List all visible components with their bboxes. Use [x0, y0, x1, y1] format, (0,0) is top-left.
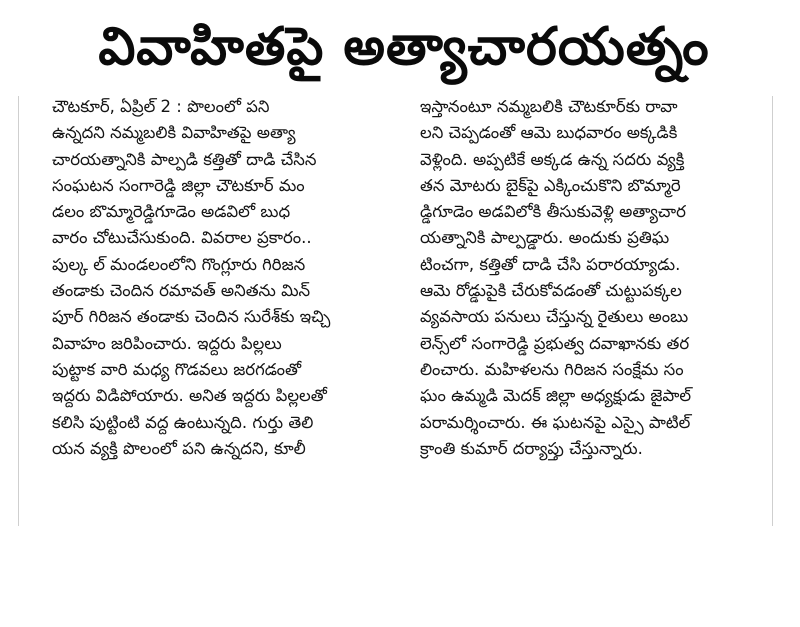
article-line: తన మోటరు బైక్‌పై ఎక్కించుకొని బొమ్మారె [420, 175, 681, 195]
left-column-rule [18, 96, 19, 526]
article-line: లని చెప్పడంతో ఆమె బుధవారం అక్కడికి [420, 123, 678, 143]
article-line: వివాహం జరిపించారు. ఇద్దరు పిల్లలు [52, 333, 282, 353]
article-line: లెన్స్‌లో సంగారెడ్డి ప్రభుత్వ దవాఖానకు తర [420, 333, 690, 353]
article-line: వెళ్లింది. అప్పటికే అక్కడ ఉన్న సదరు వ్యక్తి [420, 149, 685, 169]
article-line: క్రాంతి కుమార్ దర్యాప్తు చేస్తున్నారు. [420, 438, 643, 458]
right-column-rule [772, 96, 773, 526]
article-line: సంఘటన సంగారెడ్డి జిల్లా చౌటకూర్ మం [52, 175, 305, 195]
article-line: చారయత్నానికి పాల్పడి కత్తితో దాడి చేసిన [52, 149, 317, 169]
article-line: ఘం ఉమ్మడి మెదక్ జిల్లా అధ్యక్షుడు జైపాల్ [420, 386, 692, 406]
article-headline: వివాహితపై అత్యాచారయత్నం [98, 17, 710, 77]
article-line: యన వ్యక్తి పొలంలో పని ఉన్నదని, కూలీ [52, 438, 306, 458]
article-line: వ్యవసాయ పనులు చేస్తున్న రైతులు అంబు [420, 307, 689, 327]
article-line: ఉన్నదని నమ్మబలికి వివాహితపై అత్యా [52, 123, 296, 143]
article-column-left [52, 94, 398, 462]
article-line: ఆమె రోడ్డుపైకి చేరుకోవడంతో చుట్టుపక్కల [420, 281, 682, 301]
article-line: చౌటకూర్, ఏప్రిల్ 2 : పొలంలో పని [52, 97, 270, 116]
article-line: ఇస్తానంటూ నమ్మబలికి చౌటకూర్‌కు రావా [420, 97, 678, 116]
article-line: పుల్క ల్ మండలంలోని గొంగ్లూరు గిరిజన [52, 254, 306, 274]
article-line: డ్డిగూడెం అడవిలోకి తీసుకువెళ్లి అత్యాచార [420, 202, 686, 222]
article-line: తండాకు చెందిన రమావత్ అనితను మిన్ [52, 281, 311, 301]
article-line: పుట్టాక వారి మధ్య గొడవలు జరగడంతో [52, 359, 302, 379]
article-line: కలిసి పుట్టింటి వద్ద ఉంటున్నది. గుర్తు తెలి [52, 412, 314, 432]
article-line: యత్నానికి పాల్పడ్డారు. అందుకు ప్రతిఘ [420, 228, 670, 248]
article-line: లించారు. మహిళలను గిరిజన సంక్షేమ సం [420, 359, 684, 379]
article-line: పరామర్శించారు. ఈ ఘటనపై ఎస్సై పాటిల్ [420, 412, 691, 432]
article-line: పూర్ గిరిజన తండాకు చెందిన సురేశ్‌కు ఇచ్చి [52, 307, 331, 327]
article-line: టించగా, కత్తితో దాడి చేసి పరారయ్యాడు. [420, 254, 681, 274]
article-column-right [420, 94, 770, 462]
article-line: వారం చోటుచేసుకుంది. వివరాల ప్రకారం.. [52, 228, 312, 248]
article-line: ఇద్దరు విడిపోయారు. అనిత ఇద్దరు పిల్లలతో [52, 386, 327, 406]
article-line: డలం బొమ్మారెడ్డిగూడెం అడవిలో బుధ [52, 202, 291, 222]
